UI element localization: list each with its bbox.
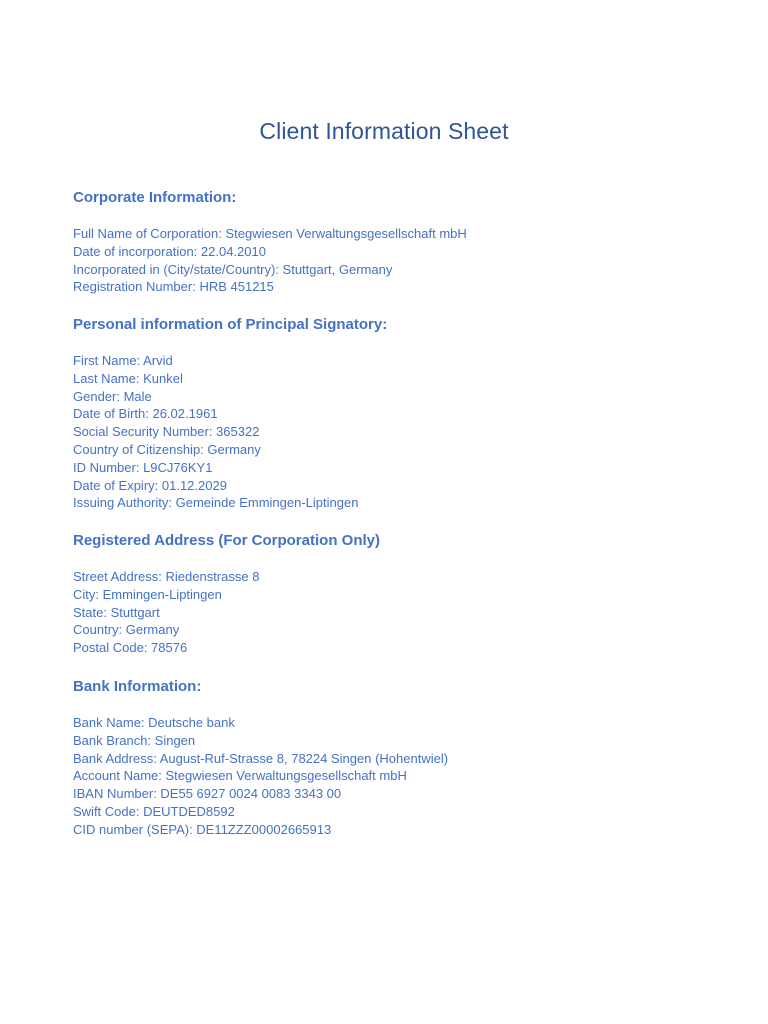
- field-country-of-citizenship: Country of Citizenship: Germany: [73, 441, 261, 457]
- section-heading: Corporate Information:: [73, 189, 237, 206]
- section-bank-information: [73, 677, 733, 839]
- field-registration-number: Registration Number: HRB 451215: [73, 279, 274, 295]
- section-heading: Personal information of Principal Signatory:: [73, 316, 388, 333]
- field-bank-address: Bank Address: August-Ruf-Strasse 8, 78224 Singen (Hohentwiel): [73, 750, 449, 766]
- field-postal-code: Postal Code: 78576: [73, 640, 188, 656]
- page-title: Client Information Sheet: [259, 118, 509, 144]
- field-date-of-expiry: Date of Expiry: 01.12.2029: [73, 477, 227, 493]
- field-country: Country: Germany: [73, 622, 180, 638]
- field-list: [73, 714, 733, 839]
- field-city: City: Emmingen-Liptingen: [73, 586, 222, 602]
- field-last-name: Last Name: Kunkel: [73, 370, 183, 386]
- field-issuing-authority: Issuing Authority: Gemeinde Emmingen-Liptingen: [73, 495, 359, 511]
- field-gender: Gender: Male: [73, 388, 152, 404]
- field-first-name: First Name: Arvid: [73, 353, 173, 368]
- field-street-address: Street Address: Riedenstrasse 8: [73, 569, 260, 584]
- section-heading: Registered Address (For Corporation Only): [73, 532, 380, 549]
- field-bank-branch: Bank Branch: Singen: [73, 732, 196, 748]
- section-principal-signatory: [73, 315, 733, 512]
- field-list: [73, 225, 733, 296]
- section-corporate-information: [73, 188, 733, 296]
- field-incorporated-in: Incorporated in (City/state/Country): Stuttgart, Germany: [73, 261, 393, 277]
- field-iban-number: IBAN Number: DE55 6927 0024 0083 3343 00: [73, 786, 342, 802]
- section-registered-address: [73, 531, 733, 657]
- field-social-security-number: Social Security Number: 365322: [73, 424, 260, 440]
- field-date-of-incorporation: Date of incorporation: 22.04.2010: [73, 243, 266, 259]
- field-id-number: ID Number: L9CJ76KY1: [73, 459, 213, 475]
- field-account-name: Account Name: Stegwiesen Verwaltungsgesellschaft mbH: [73, 768, 407, 784]
- field-list: [73, 352, 733, 512]
- field-date-of-birth: Date of Birth: 26.02.1961: [73, 406, 218, 422]
- field-swift-code: Swift Code: DEUTDED8592: [73, 803, 235, 819]
- field-state: State: Stuttgart: [73, 604, 160, 620]
- field-bank-name: Bank Name: Deutsche bank: [73, 715, 235, 730]
- section-heading: Bank Information:: [73, 678, 202, 695]
- field-list: [73, 568, 733, 657]
- field-cid-number: CID number (SEPA): DE11ZZZ00002665913: [73, 821, 332, 837]
- field-full-name-of-corporation: Full Name of Corporation: Stegwiesen Verwaltungsgesellschaft mbH: [73, 226, 467, 241]
